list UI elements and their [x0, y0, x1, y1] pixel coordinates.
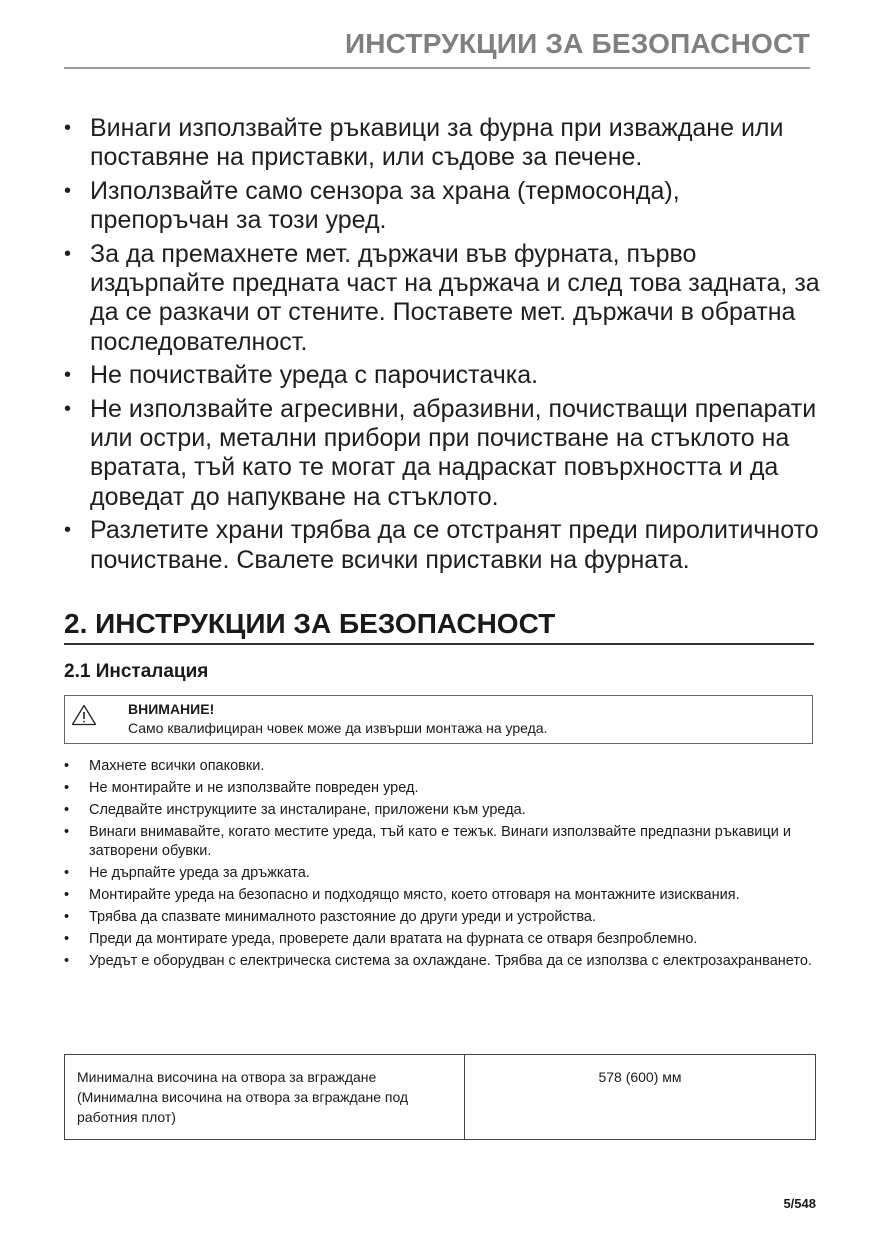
list-item-text: Използвайте само сензора за храна (термосонда), препоръчан за този уред.: [90, 176, 680, 235]
intro-safety-list: [64, 114, 824, 579]
list-item: [64, 114, 824, 173]
bullet-icon: •: [64, 179, 72, 202]
list-item: [64, 823, 814, 862]
list-item-text: Следвайте инструкциите за инсталиране, приложени към уреда.: [89, 801, 526, 818]
header-divider: [64, 67, 810, 69]
list-item: [64, 801, 814, 821]
bullet-icon: •: [64, 242, 72, 265]
list-item: [64, 908, 814, 928]
bullet-icon: •: [64, 397, 72, 420]
bullet-icon: •: [64, 117, 72, 139]
list-item: [64, 177, 824, 236]
bullet-icon: •: [64, 823, 70, 840]
list-item-text: Не дърпайте уреда за дръжката.: [89, 865, 310, 882]
bullet-icon: •: [64, 364, 72, 387]
table-row: [65, 1055, 816, 1140]
list-item-text: Не използвайте агресивни, абразивни, почистващи препарати или остри, метални прибори при почистване на стъклото на вратата, тъй като те могат да надраскат повърхността и да доведат до напукване на стъклото.: [90, 394, 817, 511]
list-item-text: Преди да монтирате уреда, проверете дали вратата на фурната се отваря безпроблемно.: [89, 930, 698, 947]
list-item-text: Уредът е оборудван с електрическа система за охлаждане. Трябва да се използва с електрозахранването.: [89, 952, 812, 969]
table-cell-label: Минимална височина на отвора за вграждане (Минимална височина на отвора за вграждане под работния плот): [65, 1055, 465, 1140]
list-item-text: Винаги внимавайте, когато местите уреда, тъй като е тежък. Винаги използвайте предпазни ръкавици и затворени обувки.: [89, 823, 791, 860]
warning-triangle-icon: [71, 704, 97, 726]
list-item-text: Монтирайте уреда на безопасно и подходящо място, което отговаря на монтажните изисквания.: [89, 886, 740, 903]
list-item: [64, 361, 824, 390]
list-item-text: Винаги използвайте ръкавици за фурна при изваждане или поставяне на приставки, или съдове за печене.: [90, 114, 784, 172]
dimensions-table: [64, 1054, 816, 1140]
table-cell-value: 578 (600) мм: [465, 1055, 816, 1140]
bullet-icon: •: [64, 908, 70, 925]
list-item-text: Махнете всички опаковки.: [89, 758, 265, 774]
warning-box: [64, 695, 813, 744]
list-item: [64, 395, 824, 513]
page-header-title: ИНСТРУКЦИИ ЗА БЕЗОПАСНОСТ: [344, 28, 810, 59]
bullet-icon: •: [64, 519, 72, 542]
list-item-text: За да премахнете мет. държачи във фурната, първо издърпайте предната част на държача и след това задната, за да се разкачи от стените. Поставете мет. държачи в обратна последователност.: [90, 239, 820, 356]
bullet-icon: •: [64, 930, 70, 947]
bullet-icon: •: [64, 758, 70, 774]
bullet-icon: •: [64, 779, 70, 796]
bullet-icon: •: [64, 952, 70, 969]
section-divider: [64, 643, 814, 645]
installation-list: [64, 757, 814, 974]
list-item: [64, 930, 814, 950]
warning-text: Само квалифициран човек може да извърши монтажа на уреда.: [128, 720, 548, 736]
bullet-icon: •: [64, 886, 70, 903]
section-title: 2. ИНСТРУКЦИИ ЗА БЕЗОПАСНОСТ: [64, 608, 556, 639]
list-item-text: Трябва да спазвате минималното разстояние до други уреди и устройства.: [89, 908, 597, 925]
list-item: [64, 864, 814, 884]
page-number: 5/548: [783, 1196, 816, 1211]
list-item: [64, 516, 824, 575]
list-item: [64, 886, 814, 906]
list-item: [64, 757, 814, 777]
list-item-text: Не почиствайте уреда с парочистачка.: [90, 361, 539, 390]
list-item: [64, 952, 814, 972]
bullet-icon: •: [64, 865, 70, 882]
list-item: [64, 240, 824, 358]
list-item-text: Разлетите храни трябва да се отстранят преди пиролитичното почистване. Свалете всички приставки на фурната.: [90, 516, 819, 574]
subsection-title: 2.1 Инсталация: [64, 661, 209, 682]
list-item: [64, 779, 814, 799]
list-item-text: Не монтирайте и не използвайте повреден уред.: [89, 779, 419, 796]
warning-title: ВНИМАНИЕ!: [128, 701, 215, 717]
bullet-icon: •: [64, 801, 70, 818]
